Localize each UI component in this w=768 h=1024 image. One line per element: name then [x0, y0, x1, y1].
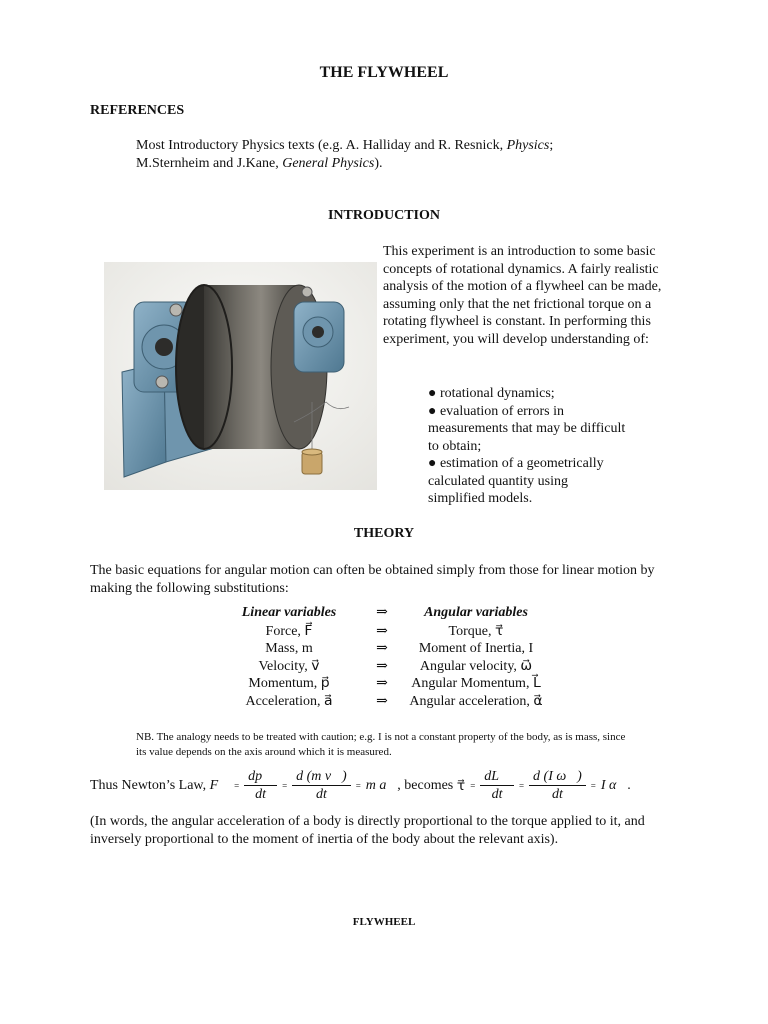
- arrow-cell: ⇒: [376, 658, 388, 674]
- angular-cell: Angular velocity, ω⃗: [419, 658, 533, 674]
- bullet-icon: ●: [428, 403, 437, 419]
- header-linear: Linear variables: [241, 604, 337, 620]
- page-title: THE FLYWHEEL: [319, 64, 449, 81]
- list-item-text: estimation of a geometrically calculated quantity using simplified models.: [428, 456, 604, 506]
- fraction-denominator: dt: [255, 786, 267, 802]
- becomes-text: , becomes: [397, 778, 454, 793]
- list-item: [428, 403, 628, 456]
- equals-sign: =: [234, 781, 240, 791]
- list-item-text: evaluation of errors in measurements that may be difficult to obtain;: [428, 403, 626, 454]
- reference-1-book: Physics: [506, 138, 550, 153]
- page-footer: FLYWHEEL: [352, 916, 416, 928]
- newton-law-equation: [90, 766, 631, 806]
- angular-cell: Torque, τ⃗: [448, 624, 504, 639]
- flywheel-photo: [104, 262, 377, 490]
- table-row: [220, 693, 546, 710]
- fraction-numerator: dp⃗: [244, 769, 277, 786]
- linear-cell: Momentum, p⃗: [248, 676, 330, 692]
- arrow-cell: ⇒: [376, 641, 388, 657]
- header-arrow: ⇒: [376, 605, 388, 620]
- fraction-numerator: d (m v⃗): [292, 769, 351, 786]
- fraction-dp-dt: [244, 769, 277, 804]
- table-row: [220, 623, 546, 640]
- equals-sign: =: [590, 781, 596, 791]
- equals-sign: =: [518, 781, 525, 791]
- fraction-numerator: d (I ω⃗): [529, 769, 586, 786]
- substitution-table: [220, 603, 546, 710]
- list-item: [428, 385, 628, 403]
- equals-sign: =: [355, 781, 361, 791]
- arrow-cell: ⇒: [376, 624, 388, 639]
- table-row: [220, 658, 546, 675]
- bullet-icon: ●: [428, 386, 437, 401]
- header-angular: Angular variables: [424, 604, 528, 620]
- introduction-text: This experiment is an introduction to some basic concepts of rotational dynamics. A fairly realistic analysis of the motion of a flywheel can be made, assuming only that the net frictional torque on a rotating flywheel is constant. In performing this experiment, you will develop understanding of:: [383, 244, 662, 347]
- equals-sign: =: [470, 781, 476, 791]
- linear-cell: Acceleration, a⃗: [245, 693, 333, 709]
- equals-sign: =: [282, 781, 288, 791]
- i-alpha-term: I α⃗: [600, 778, 628, 793]
- fraction-denominator: dt: [315, 786, 327, 802]
- fraction-numerator: dL⃗: [480, 769, 514, 786]
- fraction-diw-dt: [529, 769, 586, 804]
- linear-cell: Mass, m: [265, 641, 313, 657]
- reference-2-text: M.Sternheim and J.Kane,: [136, 156, 283, 171]
- analogy-note: NB. The analogy needs to be treated with caution; e.g. I is not a constant property of the body, as is mass, since its value depends on the axis around which it is measured.: [136, 731, 626, 758]
- reference-1-text: Most Introductory Physics texts (e.g. A. Halliday and R. Resnick,: [136, 138, 507, 153]
- table-header-row: [220, 603, 546, 623]
- flywheel-illustration: [104, 262, 377, 490]
- fraction-denominator: dt: [551, 786, 563, 802]
- arrow-cell: ⇒: [376, 693, 388, 709]
- arrow-cell: ⇒: [376, 676, 388, 692]
- table-row: [220, 675, 546, 692]
- equation-end: .: [627, 778, 631, 793]
- theory-heading: THEORY: [353, 526, 415, 541]
- reference-line-2: [136, 155, 696, 173]
- in-words-text: (In words, the angular acceleration of a body is directly proportional to the torque applied to it, and inversely proportional to the moment of inertia of the body about the relevant axis).: [90, 814, 645, 847]
- angular-cell: Moment of Inertia, I: [418, 641, 534, 657]
- fraction-denominator: dt: [491, 786, 503, 802]
- angular-cell: Angular Momentum, L⃗: [411, 676, 541, 692]
- references-heading: REFERENCES: [90, 103, 185, 118]
- table-row: [220, 640, 546, 657]
- fraction-dl-dt: [480, 769, 514, 804]
- introduction-heading: INTRODUCTION: [327, 208, 440, 223]
- force-symbol: F⃗: [209, 778, 230, 793]
- theory-text: The basic equations for angular motion can often be obtained simply from those for linear motion by making the following substitutions:: [90, 563, 655, 596]
- equation-lead: Thus Newton’s Law,: [90, 778, 207, 793]
- list-item: [428, 455, 628, 508]
- angular-cell: Angular acceleration, α⃗: [409, 693, 543, 709]
- bullet-icon: ●: [428, 456, 437, 471]
- reference-2-book: General Physics: [282, 156, 375, 171]
- references-text: [136, 137, 696, 173]
- objectives-list: [428, 385, 628, 508]
- list-item-text: rotational dynamics;: [439, 386, 555, 401]
- fraction-dmv-dt: [292, 769, 351, 804]
- equation-line: [90, 766, 631, 806]
- reference-line-1: [136, 137, 696, 155]
- ma-term: m a⃗: [365, 778, 398, 793]
- linear-cell: Velocity, v⃗: [258, 658, 320, 674]
- reference-2-end: ).: [374, 156, 383, 171]
- torque-symbol: τ⃗: [456, 778, 466, 794]
- linear-cell: Force, F⃗: [265, 624, 313, 639]
- reference-1-end: ;: [549, 138, 554, 153]
